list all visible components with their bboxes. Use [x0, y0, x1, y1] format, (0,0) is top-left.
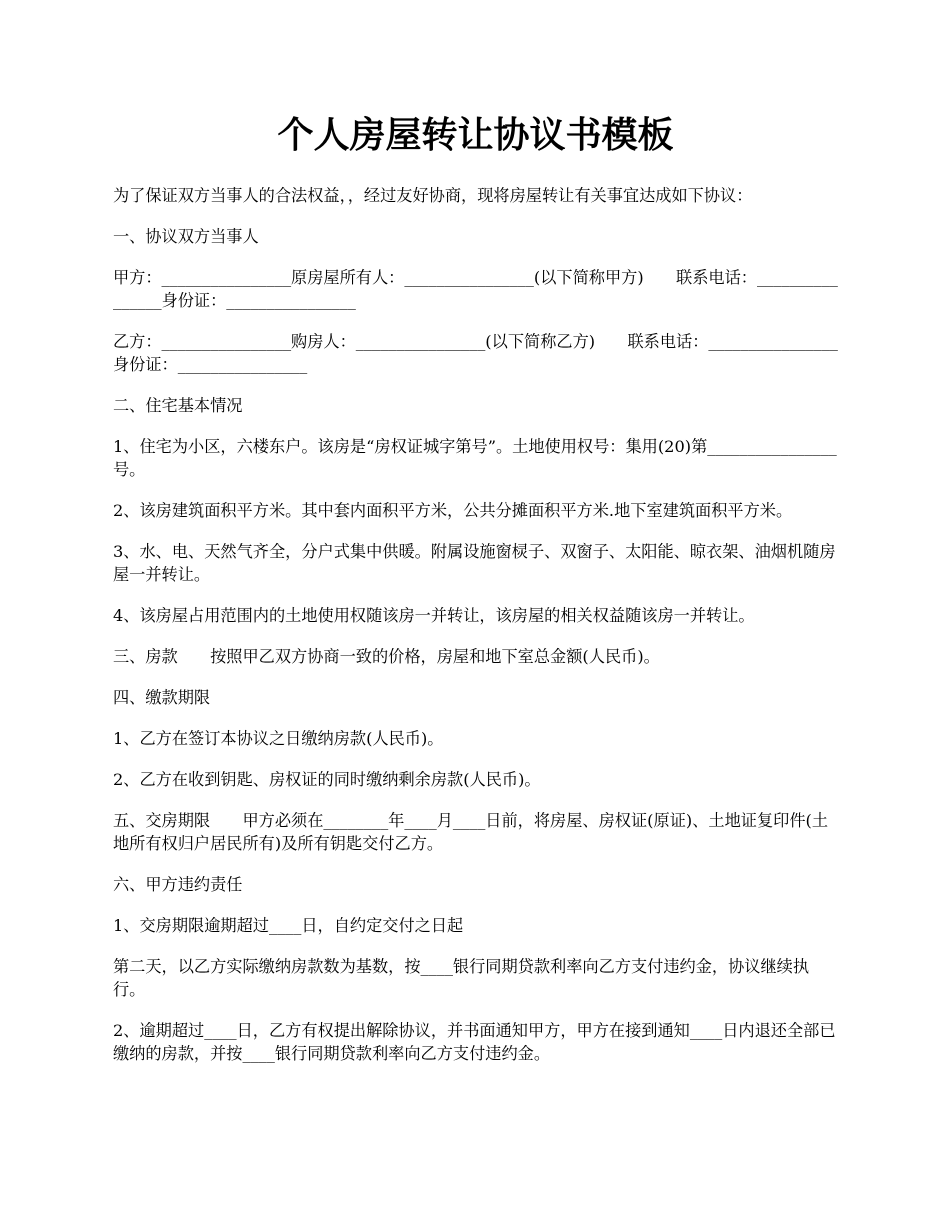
paragraph-residence-1: 1、住宅为小区，六楼东户。该房是“房权证城字第号”。土地使用权号：集用(20)第________________号。	[113, 437, 837, 479]
paragraph-residence-2: 2、该房建筑面积平方米。其中套内面积平方米，公共分摊面积平方米.地下室建筑面积平方米。	[113, 501, 793, 520]
section-heading-price: 三、房款 按照甲乙双方协商一致的价格，房屋和地下室总金额(人民币)。	[113, 647, 660, 666]
paragraph-residence-3: 3、水、电、天然气齐全，分户式集中供暖。附属设施窗棂子、双窗子、太阳能、晾衣架、油烟机随房屋一并转让。	[113, 542, 836, 584]
document-title: 个人房屋转让协议书模板	[277, 114, 674, 156]
paragraph-payment-1: 1、乙方在签订本协议之日缴纳房款(人民币)。	[113, 729, 444, 748]
paragraph-intro: 为了保证双方当事人的合法权益，，经过友好协商，现将房屋转让有关事宜达成如下协议：	[113, 186, 753, 205]
section-heading-parties: 一、协议双方当事人	[113, 227, 259, 246]
paragraph-breach-1: 1、交房期限逾期超过____日，自约定交付之日起	[113, 916, 464, 935]
section-heading-handover: 五、交房期限 甲方必须在________年____月____日前，将房屋、房权证(原证)、土地证复印件(土地所有权归户居民所有)及所有钥匙交付乙方。	[113, 811, 829, 853]
paragraph-breach-1-cont: 第二天，以乙方实际缴纳房款数为基数，按____银行同期贷款利率向乙方支付违约金，协议继续执行。	[113, 957, 810, 999]
section-heading-residence: 二、住宅基本情况	[113, 396, 243, 415]
section-heading-payment: 四、缴款期限	[113, 688, 211, 707]
paragraph-residence-4: 4、该房屋占用范围内的土地使用权随该房一并转让，该房屋的相关权益随该房一并转让。	[113, 606, 755, 625]
paragraph-breach-2: 2、逾期超过____日，乙方有权提出解除协议，并书面通知甲方，甲方在接到通知____日内退还全部已缴纳的房款，并按____银行同期贷款利率向乙方支付违约金。	[113, 1021, 836, 1063]
section-heading-breach: 六、甲方违约责任	[113, 875, 243, 894]
paragraph-party-b: 乙方：________________购房人：________________(以下简称乙方) 联系电话：________________ 身份证：________________	[113, 332, 871, 374]
paragraph-party-a: 甲方：________________原房屋所有人：________________(以下简称甲方) 联系电话：________________身份证：________________	[113, 268, 838, 310]
paragraph-payment-2: 2、乙方在收到钥匙、房权证的同时缴纳剩余房款(人民币)。	[113, 770, 541, 789]
